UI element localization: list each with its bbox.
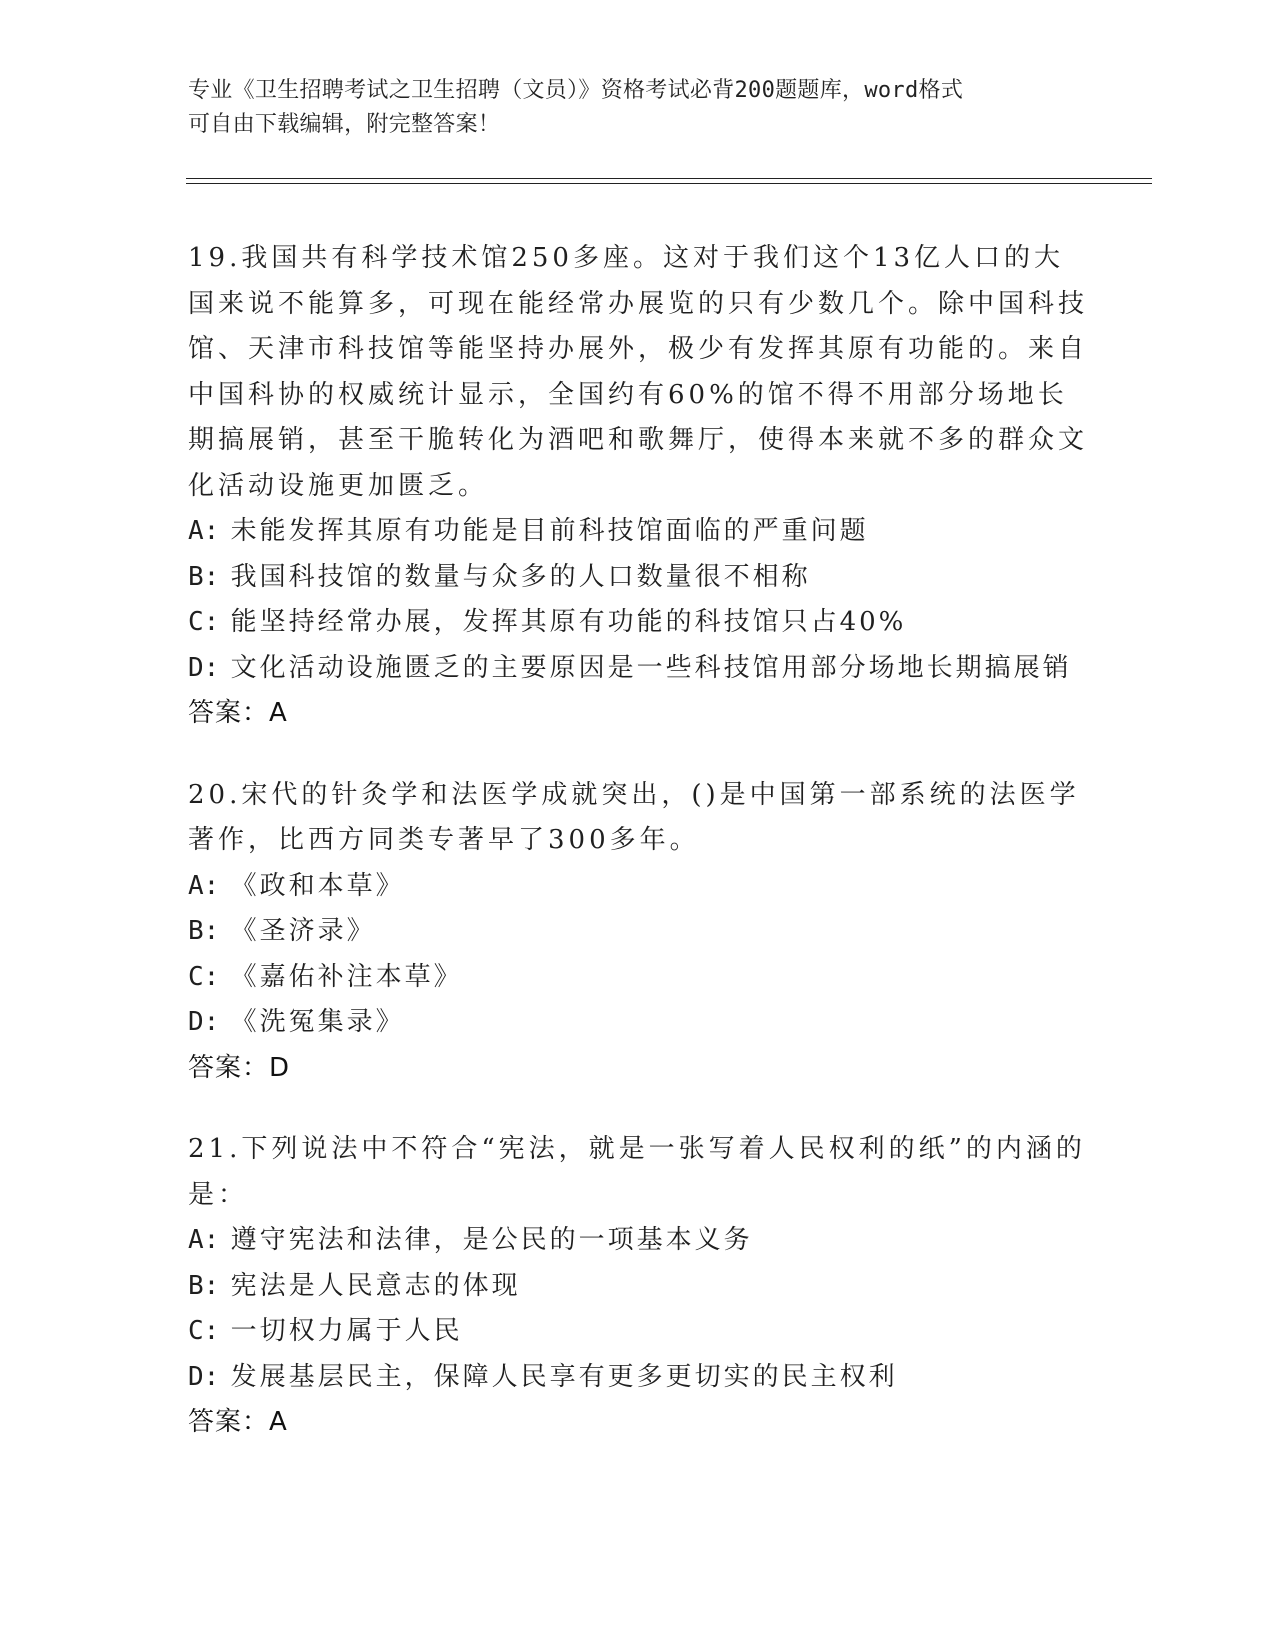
option-letter: A: <box>188 1225 220 1255</box>
option-b <box>188 555 1088 601</box>
option-c <box>188 600 1088 646</box>
option-letter: C: <box>188 1316 220 1346</box>
option-text: 遵守宪法和法律，是公民的一项基本义务 <box>230 1225 753 1255</box>
option-text: 《嘉佑补注本草》 <box>230 961 463 992</box>
question-list <box>188 236 1088 1482</box>
header-divider-top <box>186 178 1152 179</box>
option-a <box>188 509 1088 555</box>
question-21 <box>188 1127 1088 1446</box>
option-c <box>188 1309 1088 1355</box>
option-letter: D: <box>188 652 220 683</box>
option-letter: A: <box>188 870 220 901</box>
question-text: 21.下列说法中不符合“宪法，就是一张写着人民权利的纸”的内涵的是： <box>188 1134 1086 1210</box>
option-c <box>188 955 1088 1001</box>
question-20 <box>188 773 1088 1092</box>
question-text: 20.宋代的针灸学和法医学成就突出，()是中国第一部系统的法医学著作，比西方同类专著早了300多年。 <box>188 779 1080 855</box>
option-text: 《圣济录》 <box>230 916 376 946</box>
option-b <box>188 909 1088 955</box>
answer-line: 答案：A <box>188 698 288 728</box>
option-text: 《政和本草》 <box>230 870 405 901</box>
option-letter: A: <box>188 516 220 546</box>
option-text: 宪法是人民意志的体现 <box>230 1270 521 1301</box>
option-text: 未能发挥其原有功能是目前科技馆面临的严重问题 <box>230 516 869 546</box>
option-letter: C: <box>188 607 220 637</box>
option-text: 一切权力属于人民 <box>230 1316 463 1346</box>
option-letter: D: <box>188 1361 220 1392</box>
option-letter: B: <box>188 1270 220 1301</box>
option-letter: B: <box>188 561 220 592</box>
option-text: 能坚持经常办展，发挥其原有功能的科技馆只占40% <box>230 607 907 637</box>
option-letter: D: <box>188 1007 220 1037</box>
option-letter: B: <box>188 916 220 946</box>
header-title-line: 专业《卫生招聘考试之卫生招聘（文员）》资格考试必背200题题库，word格式 <box>188 78 964 103</box>
option-text: 文化活动设施匮乏的主要原因是一些科技馆用部分场地长期搞展销 <box>230 652 1072 683</box>
header-subtitle-line: 可自由下载编辑，附完整答案！ <box>188 112 501 137</box>
question-text: 19.我国共有科学技术馆250多座。这对于我们这个13亿人口的大国来说不能算多，可现在能经常办展览的只有少数几个。除中国科技馆、天津市科技馆等能坚持办展外，极少有发挥其原有功能的。来自中国科协的权威统计显示，全国约有60%的馆不得不用部分场地长期搞展销，甚至干脆转化为酒吧和歌舞厅，使得本来就不多的群众文化活动设施更加匮乏。 <box>188 243 1089 501</box>
option-text: 《洗冤集录》 <box>230 1007 405 1037</box>
question-19 <box>188 236 1088 737</box>
option-text: 发展基层民主，保障人民享有更多更切实的民主权利 <box>230 1361 898 1392</box>
option-d <box>188 1355 1088 1401</box>
option-text: 我国科技馆的数量与众多的人口数量很不相称 <box>230 561 811 592</box>
option-letter: C: <box>188 961 220 992</box>
option-a <box>188 1218 1088 1264</box>
option-d <box>188 646 1088 692</box>
document-header <box>188 74 1088 142</box>
option-b <box>188 1264 1088 1310</box>
answer-line: 答案：D <box>188 1052 291 1083</box>
option-d <box>188 1000 1088 1046</box>
option-a <box>188 864 1088 910</box>
answer-line: 答案：A <box>188 1407 288 1437</box>
header-divider-bottom <box>186 183 1152 184</box>
